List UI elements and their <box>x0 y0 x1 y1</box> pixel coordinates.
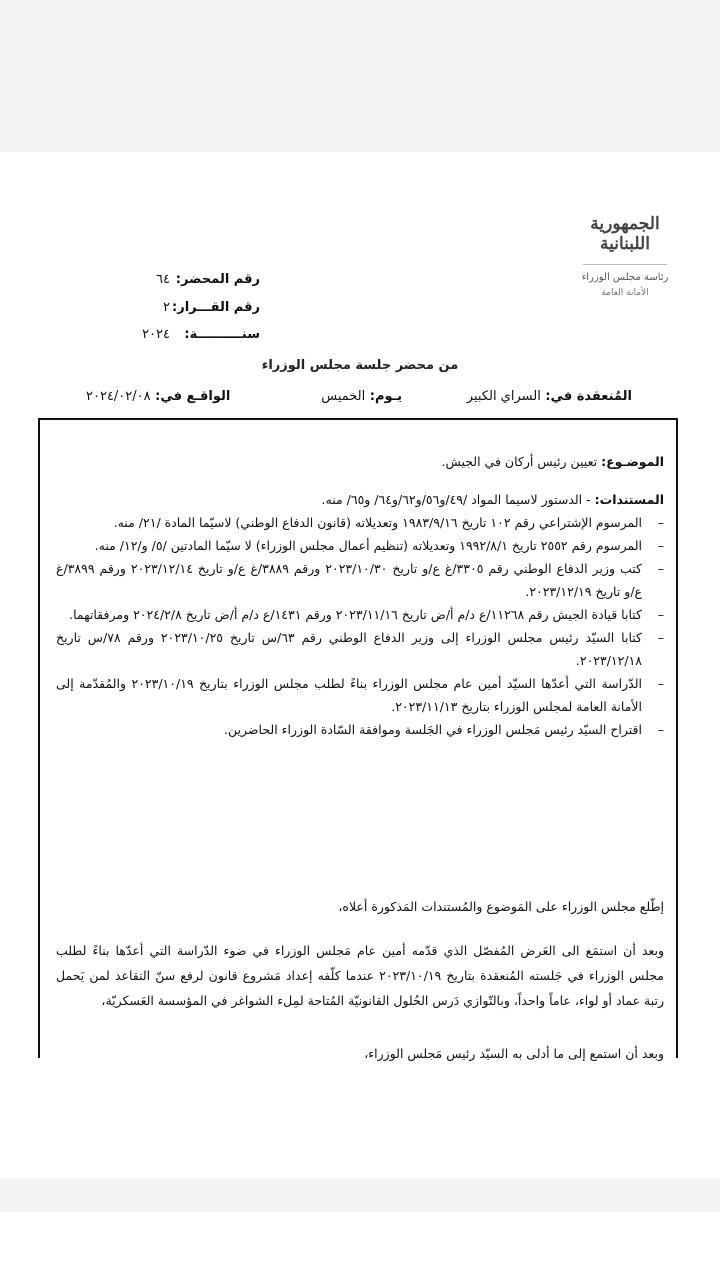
document-page <box>0 152 720 1178</box>
documents-first-line <box>56 488 664 511</box>
list-item: – اقتراح السيّد رئيس مَجلس الوزراء في الجَلسة وموافقة السّادة الوزراء الحاضرين. <box>224 722 664 737</box>
letterhead-department: الأمانة العامة <box>601 288 649 298</box>
record-year <box>120 327 260 342</box>
list-item: – المرسوم رقم ٢٥٥٢ تاريخ ١٩٩٢/٨/١ وتعديلاته (تنظيم أعمال مجلس الوزراء) لا سيّما المادتين /٥/ و/١٢/ منه. <box>94 538 664 553</box>
document-heading: من محضر جلسة مجلس الوزراء <box>261 358 459 373</box>
list-item-text: كتابا قيادة الجيش رقم ١١٢٦٨/ع د/م أ/ض تاريخ ٢٠٢٣/١١/١٦ ورقم ١٤٣١/ع د/م أ/ض تاريخ ٢٠٢٤/٢/٨ ومرفقاتهما. <box>69 607 642 622</box>
minutes-number-value: ٦٤ <box>156 272 170 287</box>
list-item: – كتب وزير الدفاع الوطني رقم ٣٣٠٥/غ ع/و تاريخ ٢٠٢٣/١٠/٣٠ ورقم ٣٨٨٩/غ ع/و تاريخ ٢٠٢٣/١٢/١٤ ورقم ٣٨٩٩/غ ع/و تاريخ ٢٠٢٣/١٢/١٩. <box>56 561 664 599</box>
session-date-value: ٢٠٢٤/٠٢/٠٨ <box>86 389 151 404</box>
top-margin <box>0 0 720 152</box>
list-item-text: المرسوم رقم ٢٥٥٢ تاريخ ١٩٩٢/٨/١ وتعديلاته (تنظيم أعمال مجلس الوزراء) لا سيّما المادتين /٥/ و/١٢/ منه. <box>94 538 642 553</box>
decision-number <box>120 300 260 315</box>
session-day-label: يـوم: <box>369 389 402 404</box>
list-item-text: كتب وزير الدفاع الوطني رقم ٣٣٠٥/غ ع/و تاريخ ٢٠٢٣/١٠/٣٠ ورقم ٣٨٨٩/غ ع/و تاريخ ٢٠٢٣/١٢/١٤ ورقم ٣٨٩٩/غ ع/و تاريخ ٢٠٢٣/١٢/١٩. <box>56 561 642 599</box>
list-item-text: المرسوم الإشتراعي رقم ١٠٢ تاريخ ١٩٨٣/٩/١٦ وتعديلاته (قانون الدفاع الوطني) لاسيّما المادة /٢١/ منه. <box>113 515 642 530</box>
decision-number-value: ٢ <box>163 300 170 315</box>
session-location-value: السراي الكبير <box>466 389 541 404</box>
list-item: – كتابا قيادة الجيش رقم ١١٢٦٨/ع د/م أ/ض تاريخ ٢٠٢٣/١١/١٦ ورقم ١٤٣١/ع د/م أ/ض تاريخ ٢٠٢٤/٢/٨ ومرفقاتهما. <box>69 607 664 622</box>
subject-label: الموضـوع: <box>601 454 664 469</box>
subject-text: تعيين رئيس أركان في الجيش. <box>441 454 598 469</box>
list-item-text: اقتراح السيّد رئيس مَجلس الوزراء في الجَلسة وموافقة السّادة الوزراء الحاضرين. <box>224 722 642 737</box>
session-location <box>467 389 632 404</box>
minutes-number-label: رقم المحضر: <box>175 272 260 287</box>
record-year-label: سنــــــــــة: <box>184 327 260 342</box>
letterhead-country: الجمهورية اللبنانية <box>590 214 660 254</box>
session-date-label: الواقـع في: <box>155 389 231 404</box>
paragraph-statement: وبعد أن استمع إلى ما أدلى به السيّد رئيس مَجلس الوزراء، <box>364 1046 664 1061</box>
decision-number-label: رقم القـــرار: <box>172 300 260 315</box>
subject-line <box>56 450 664 473</box>
record-year-value: ٢٠٢٤ <box>142 327 170 342</box>
list-item: – المرسوم الإشتراعي رقم ١٠٢ تاريخ ١٩٨٣/٩/١٦ وتعديلاته (قانون الدفاع الوطني) لاسيّما المادة /٢١/ منه. <box>113 515 664 530</box>
paragraph-presentation: وبعد أن استمَع الى العَرض المُفصّل الذي قدّمه أمين عام مَجلس الوزراء في ضوء الدّراسة التي أعدّها بناءً لطلب مجلس الوزراء في جَلسته المُنعقدة بتاريخ ٢٠٢٣/١٠/١٩ عندما كلّفه إعداد مَشروع قانون لرفع سنّ التقاعد لمن يَحمل رتبة عماد أو لواء، عاماً واحداً، وبالتّوازي دَرس الحُلول القانونيّة المُتاحة لمِلء الشواغر في المؤسسة العَسكريّة، <box>56 943 664 1008</box>
letterhead-divider <box>583 264 667 265</box>
letterhead-office: رئاسة مجلس الوزراء <box>581 272 669 283</box>
session-location-label: المُنعقدة في: <box>545 389 632 404</box>
documents-list <box>56 488 664 741</box>
bottom-margin <box>0 1178 720 1212</box>
list-item: – كتابا السيّد رئيس مجلس الوزراء إلى وزير الدفاع الوطني رقم ٦٣/س تاريخ ٢٠٢٣/١٠/٢٥ ورقم ٧٨/س تاريخ ٢٠٢٣/١٢/١٨. <box>56 630 664 668</box>
minutes-number <box>120 272 260 287</box>
session-day-value: الخميس <box>321 389 366 404</box>
next-page <box>0 1212 720 1280</box>
documents-constitution: - الدستور لاسيما المواد /٤٩/و٥٦/و٦٢/و٦٤/ و٦٥/ منه. <box>321 492 591 507</box>
session-date <box>86 389 230 404</box>
documents-label: المستندات: <box>594 492 664 507</box>
paragraph-reviewed: إطّلع مجلس الوزراء على المَوضوع والمُستندات المَذكورة أعلاه، <box>338 899 664 914</box>
session-day <box>321 389 402 404</box>
letterhead <box>570 214 680 299</box>
list-item-text: كتابا السيّد رئيس مجلس الوزراء إلى وزير الدفاع الوطني رقم ٦٣/س تاريخ ٢٠٢٣/١٠/٢٥ ورقم ٧٨/س تاريخ ٢٠٢٣/١٢/١٨. <box>56 630 642 668</box>
list-item-text: الدّراسة التي أعدّها السيّد أمين عام مجلس الوزراء بناءً لطلب مجلس الوزراء بتاريخ ٢٠٢٣/١٠/١٩ والمُقدّمة إلى الأمانة العامة لمجلس الوزراء بتاريخ ٢٠٢٣/١١/١٣. <box>56 676 642 714</box>
list-item: – الدّراسة التي أعدّها السيّد أمين عام مجلس الوزراء بناءً لطلب مجلس الوزراء بتاريخ ٢٠٢٣/١٠/١٩ والمُقدّمة إلى الأمانة العامة لمجلس الوزراء بتاريخ ٢٠٢٣/١١/١٣. <box>56 676 664 714</box>
